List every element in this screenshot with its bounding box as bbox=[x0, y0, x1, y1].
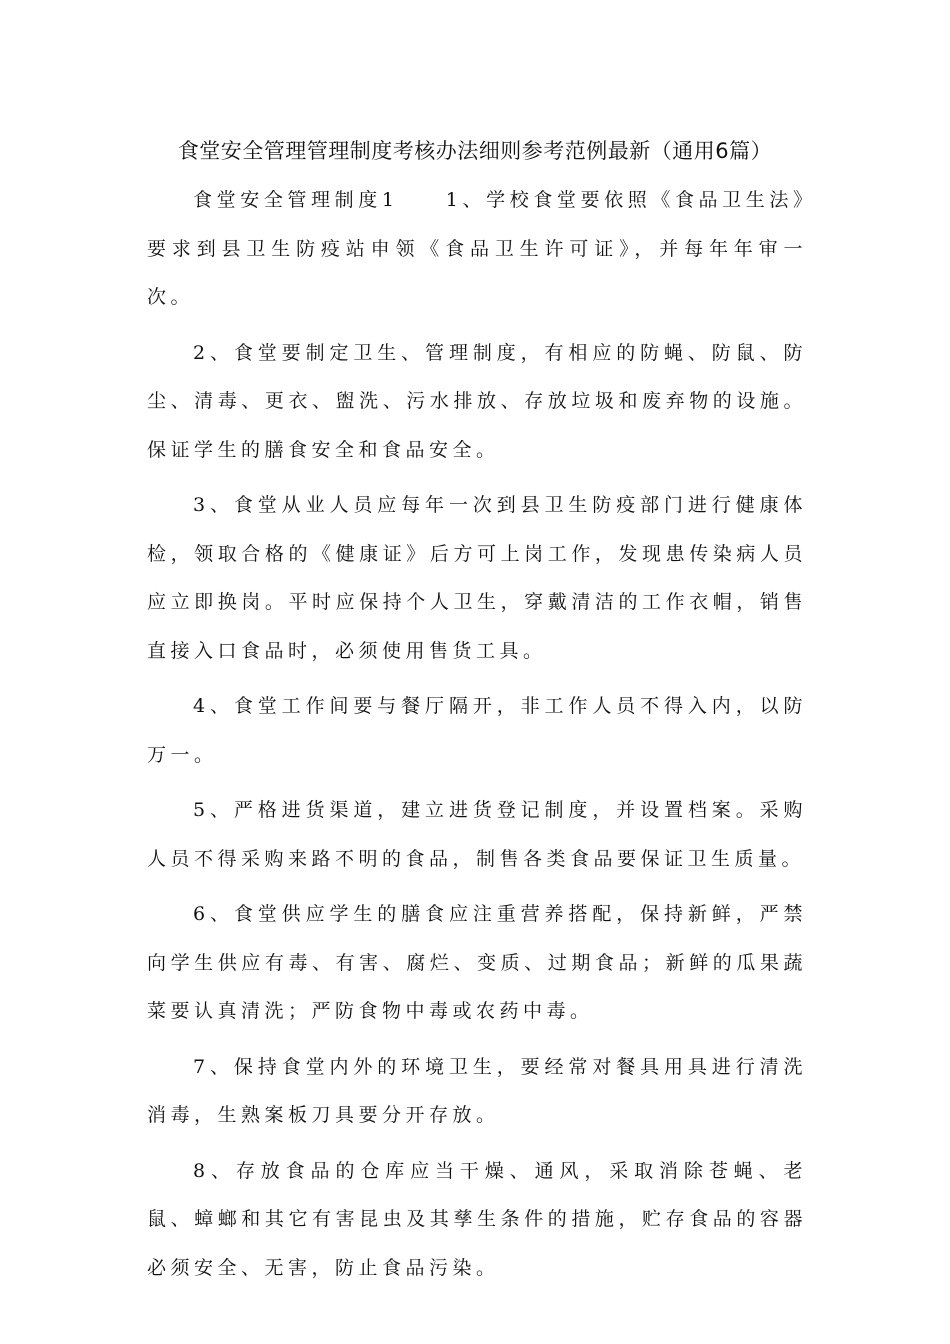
paragraph-1: 食堂安全管理制度1 1、学校食堂要依照《食品卫生法》要求到县卫生防疫站申领《食品卫生许可证》，并每年年审一次。 bbox=[147, 189, 807, 308]
paragraph-8: 8、存放食品的仓库应当干燥、通风，采取消除苍蝇、老鼠、蟑螂和其它有害昆虫及其孳生条件的措施，贮存食品的容器必须安全、无害，防止食品污染。 bbox=[147, 1159, 807, 1279]
document-title: 食堂安全管理管理制度考核办法细则参考范例最新（通用6篇） bbox=[177, 139, 773, 163]
paragraph-7: 7、保持食堂内外的环境卫生，要经常对餐具用具进行清洗消毒，生熟案板刀具要分开存放。 bbox=[147, 1055, 807, 1126]
document-body bbox=[147, 176, 807, 1299]
paragraph-6: 6、食堂供应学生的膳食应注重营养搭配，保持新鲜，严禁向学生供应有毒、有害、腐烂、变质、过期食品；新鲜的瓜果蔬菜要认真清洗；严防食物中毒或农药中毒。 bbox=[147, 903, 807, 1022]
paragraph-5: 5、严格进货渠道，建立进货登记制度，并设置档案。采购人员不得采购来路不明的食品，制售各类食品要保证卫生质量。 bbox=[147, 799, 807, 870]
paragraph-3: 3、食堂从业人员应每年一次到县卫生防疫部门进行健康体检，领取合格的《健康证》后方可上岗工作，发现患传染病人员应立即换岗。平时应保持个人卫生，穿戴清洁的工作衣帽，销售直接入口食品时，必须使用售货工具。 bbox=[147, 494, 807, 662]
paragraph-4: 4、食堂工作间要与餐厅隔开，非工作人员不得入内，以防万一。 bbox=[147, 695, 807, 766]
paragraph-2: 2、食堂要制定卫生、管理制度，有相应的防蝇、防鼠、防尘、清毒、更衣、盥洗、污水排放、存放垃圾和废弃物的设施。保证学生的膳食安全和食品安全。 bbox=[147, 341, 807, 461]
